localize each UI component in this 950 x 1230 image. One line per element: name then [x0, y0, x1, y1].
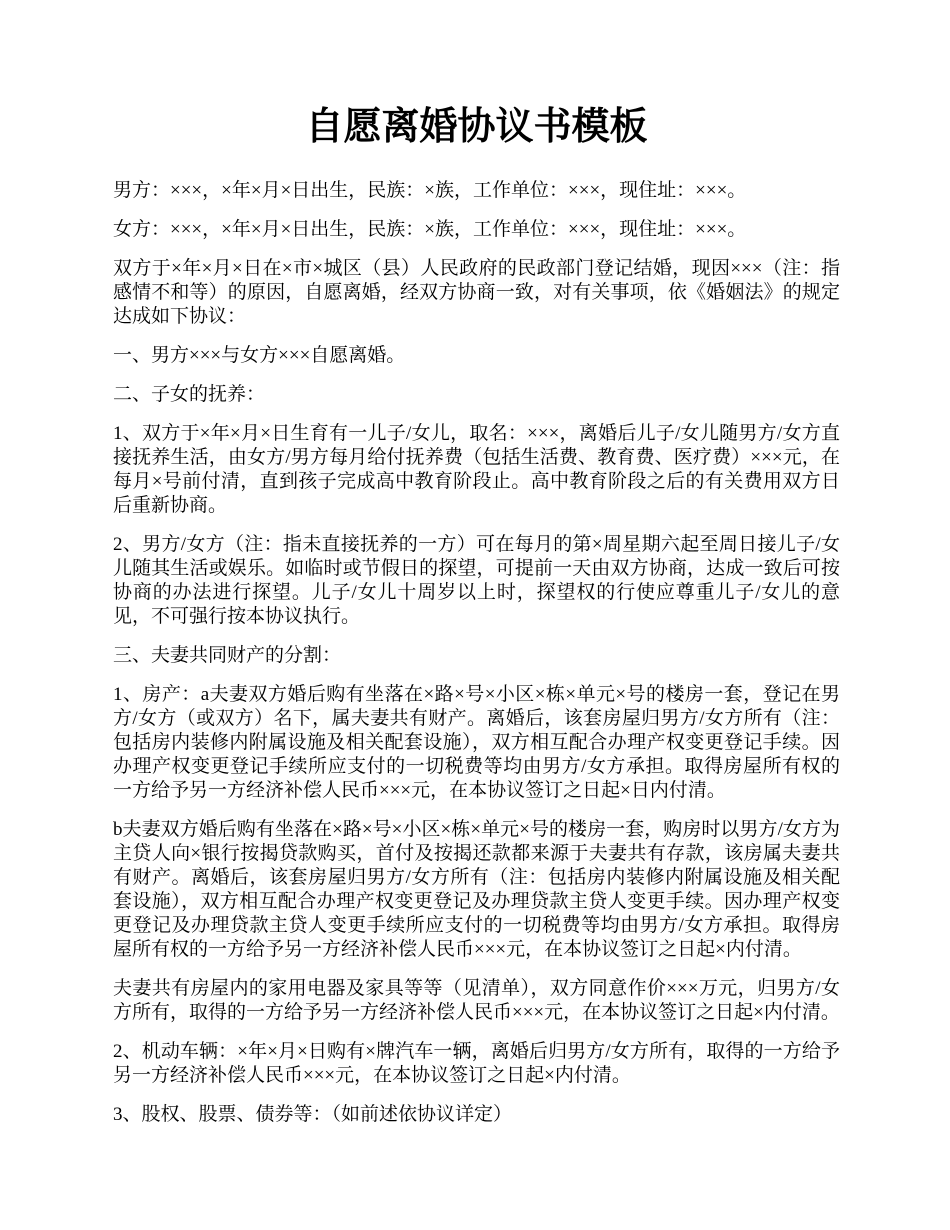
- paragraph-custody-support: 1、双方于×年×月×日生育有一儿子/女儿，取名：×××，离婚后儿子/女儿随男方/女方直接抚养生活，由女方/男方每月给付抚养费（包括生活费、教育费、医疗费）×××元，在每月×号前付清，直到孩子完成高中教育阶段止。高中教育阶段之后的有关费用双方日后重新协商。: [113, 423, 840, 516]
- paragraph-husband-info: 男方：×××，×年×月×日出生，民族：×族，工作单位：×××，现住址：×××。: [113, 180, 747, 201]
- paragraph-property-vehicle: 2、机动车辆：×年×月×日购有×牌汽车一辆，离婚后归男方/女方所有，取得的一方给予另一方经济补偿人民币×××元，在本协议签订之日起×内付清。: [113, 1041, 840, 1086]
- paragraph-wife-info: 女方：×××，×年×月×日出生，民族：×族，工作单位：×××，现住址：×××。: [113, 219, 747, 240]
- paragraph-preamble: 双方于×年×月×日在×市×城区（县）人民政府的民政部门登记结婚，现因×××（注：指感情不和等）的原因，自愿离婚，经双方协商一致，对有关事项，依《婚姻法》的规定达成如下协议：: [113, 258, 840, 327]
- paragraph-custody-visitation: 2、男方/女方（注：指未直接抚养的一方）可在每月的第×周星期六起至周日接儿子/女儿随其生活或娱乐。如临时或节假日的探望，可提前一天由双方协商，达成一致后可按协商的办法进行探望。儿子/女儿十周岁以上时，探望权的行使应尊重儿子/女儿的意见，不可强行按本协议执行。: [113, 534, 840, 627]
- paragraph-clause-2-child-custody-heading: 二、子女的抚养：: [113, 384, 266, 405]
- paragraph-property-securities: 3、股权、股票、债券等：（如前述依协议详定）: [113, 1104, 513, 1125]
- paragraph-clause-1-voluntary-divorce: 一、男方×××与女方×××自愿离婚。: [113, 345, 406, 366]
- paragraph-property-house-a: 1、房产：a夫妻双方婚后购有坐落在×路×号×小区×栋×单元×号的楼房一套，登记在男方/女方（或双方）名下，属夫妻共有财产。离婚后，该套房屋归男方/女方所有（注：包括房内装修内附属设施及相关配套设施），双方相互配合办理产权变更登记手续。因办理产权变更登记手续所应支付的一切税费等均由男方/女方承担。取得房屋所有权的一方给予另一方经济补偿人民币×××元，在本协议签订之日起×日内付清。: [113, 684, 840, 801]
- paragraph-clause-3-property-division-heading: 三、夫妻共同财产的分割：: [113, 645, 342, 666]
- document-title: 自愿离婚协议书模板: [305, 106, 648, 148]
- paragraph-property-house-b-mortgage: b夫妻双方婚后购有坐落在×路×号×小区×栋×单元×号的楼房一套，购房时以男方/女方为主贷人向×银行按揭贷款购买，首付及按揭还款都来源于夫妻共有存款，该房属夫妻共有财产。离婚后，该套房屋归男方/女方所有（注：包括房内装修内附属设施及相关配套设施），双方相互配合办理产权变更登记及办理贷款主贷人变更手续。因办理产权变更登记及办理贷款主贷人变更手续所应支付的一切税费等均由男方/女方承担。取得房屋所有权的一方给予另一方经济补偿人民币×××元，在本协议签订之日起×内付清。: [113, 819, 840, 960]
- paragraph-property-appliances-furniture: 夫妻共有房屋内的家用电器及家具等等（见清单），双方同意作价×××万元，归男方/女方所有，取得的一方给予另一方经济补偿人民币×××元，在本协议签订之日起×内付清。: [113, 978, 840, 1023]
